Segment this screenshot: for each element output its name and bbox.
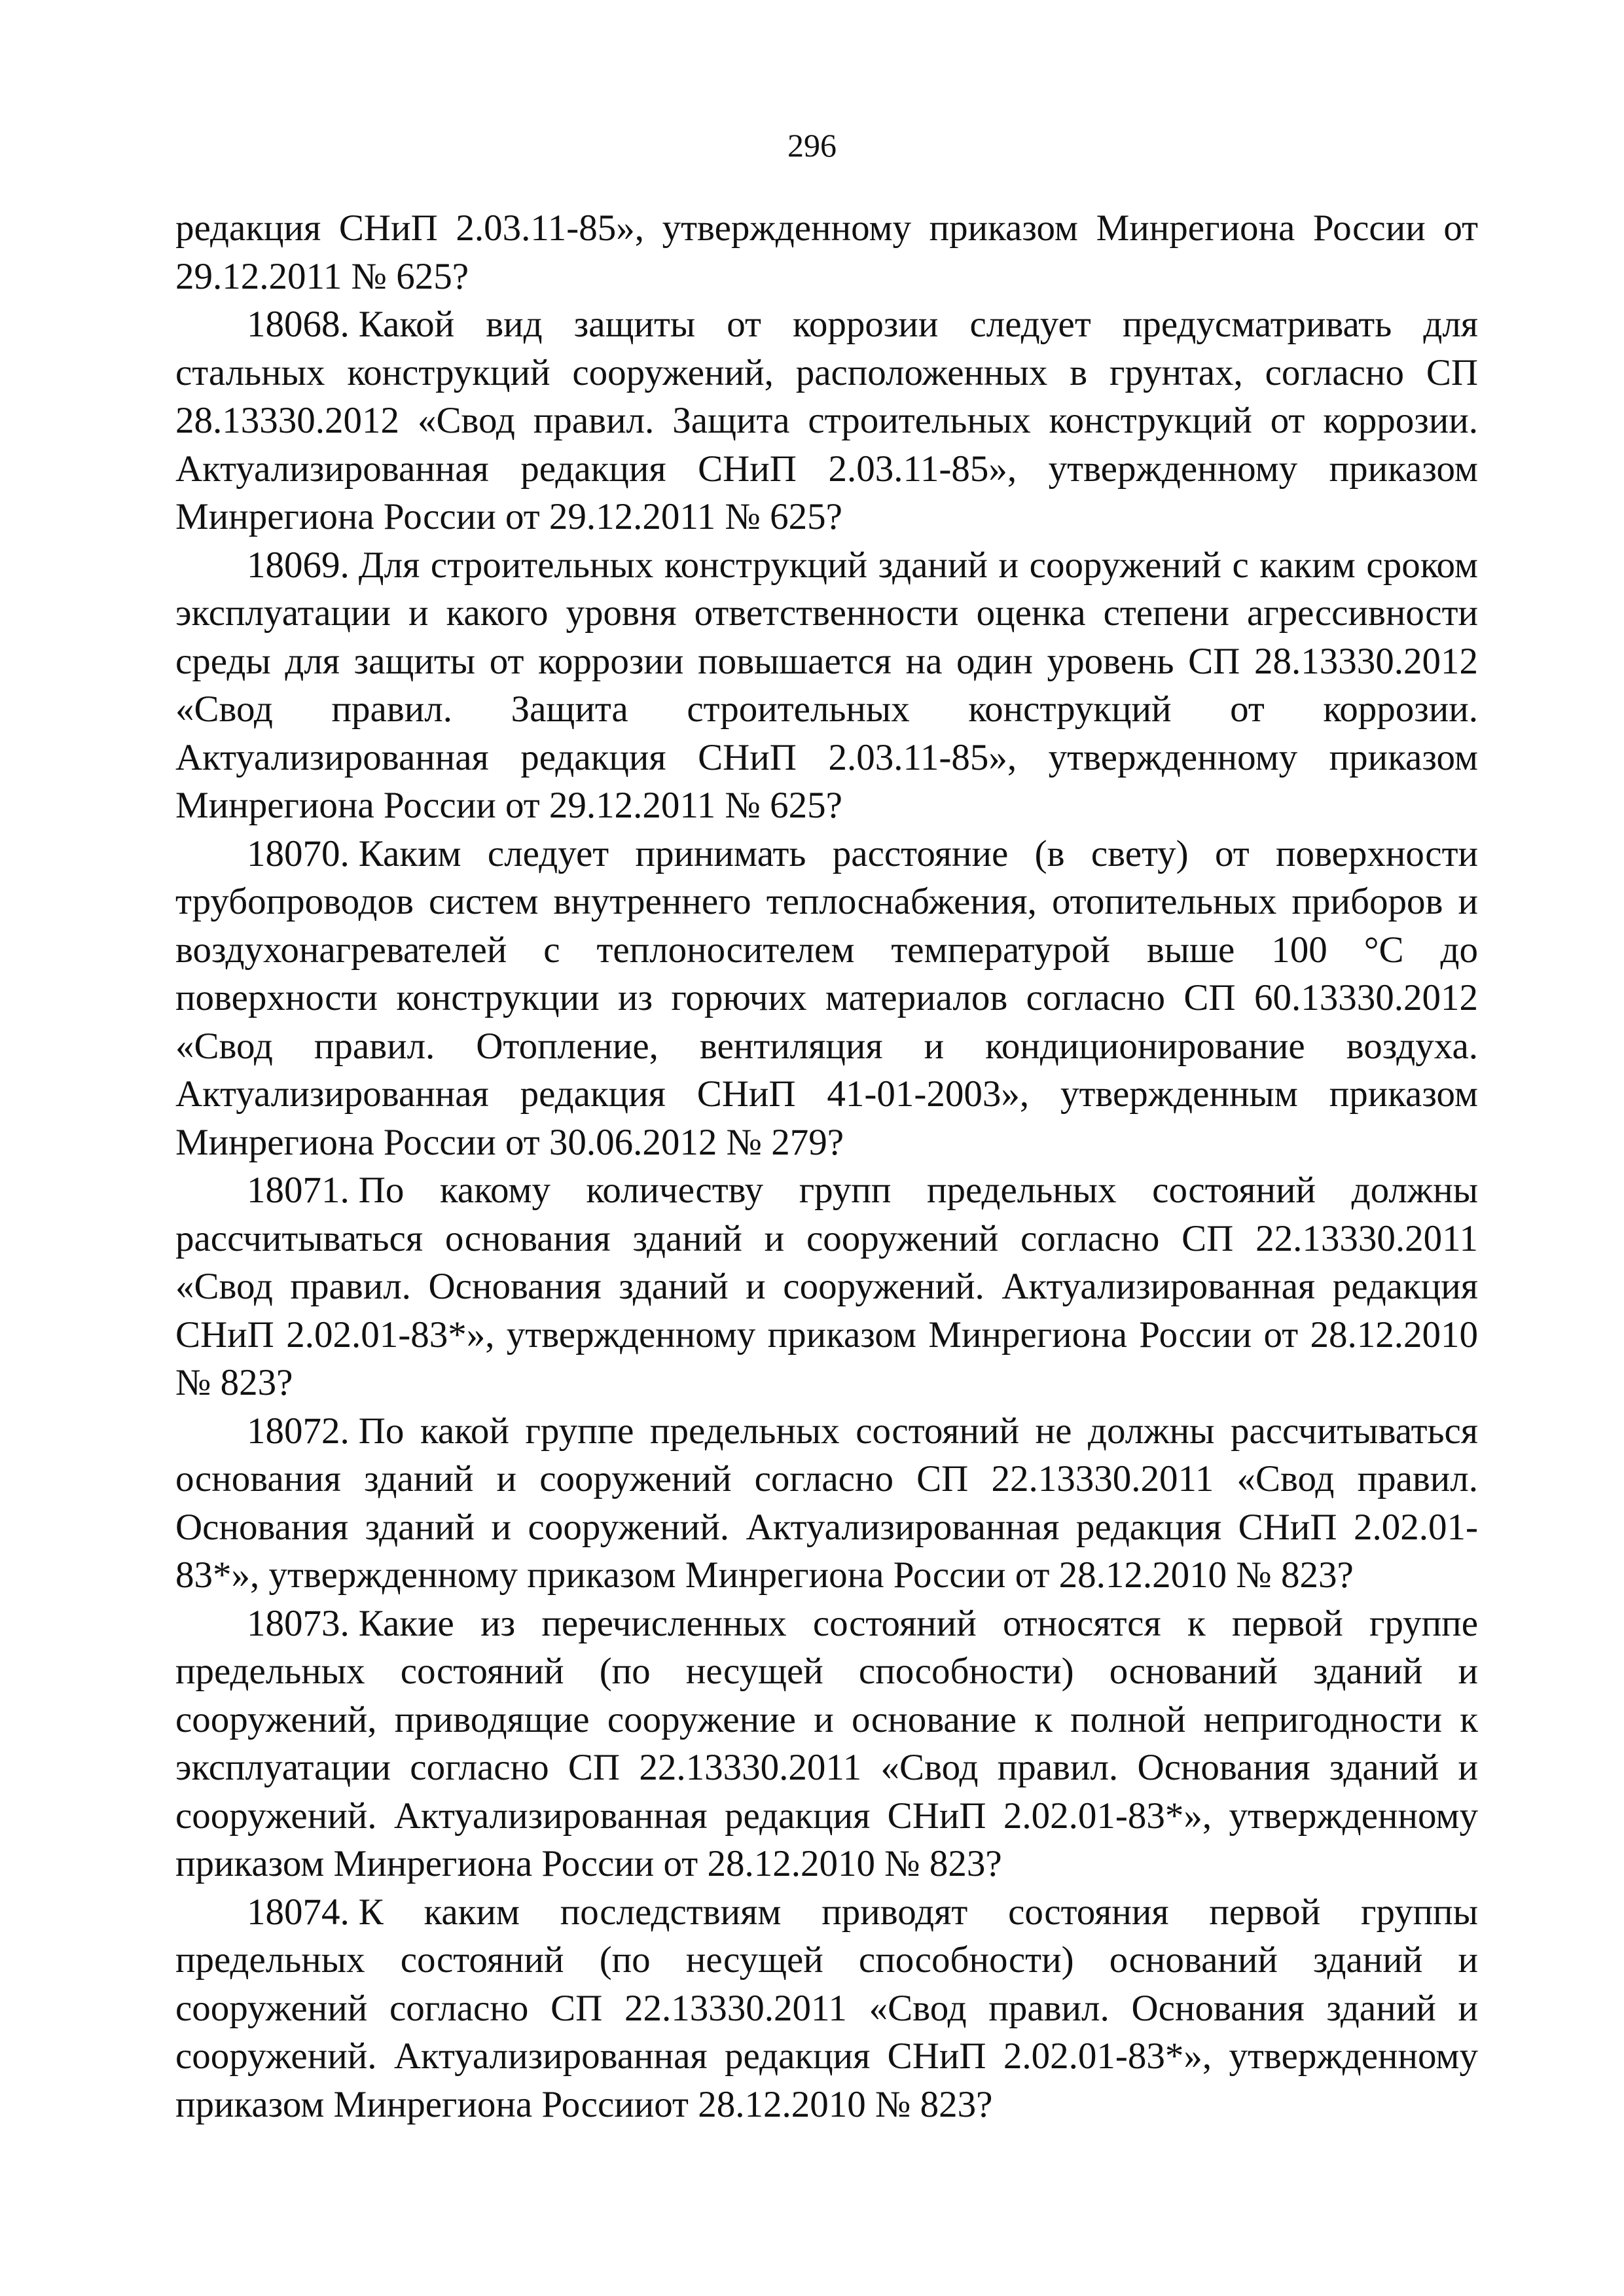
question-text: Какие из перечисленных состояний относятся к первой группе предельных состояний (по несущей способности) оснований зданий и сооружений, приводящие сооружение и основание к полной непригодности к эксплуатации согласно СП 22.13330.2011 «Свод правил. Основания зданий и сооружений. Актуализированная редакция СНиП 2.02.01-83*», утвержденному приказом Минрегиона России от 28.12.2010 № 823? [175,1602,1478,1884]
question-text: Для строительных конструкций зданий и сооружений с каким сроком эксплуатации и какого уровня ответственности оценка степени агрессивности среды для защиты от коррозии повышается на один уровень СП 28.13330.2012 «Свод правил. Защита строительных конструкций от коррозии. Актуализированная редакция СНиП 2.03.11-85», утвержденному приказом Минрегиона России от 29.12.2011 № 625? [175,544,1478,826]
question-number: 18069. [247,544,350,586]
continued-paragraph [175,204,1478,300]
document-body [175,204,1478,2128]
question-number: 18074. [247,1891,350,1933]
question-number: 18071. [247,1170,350,1211]
question-paragraph [175,1600,1478,1888]
question-text: По какой группе предельных состояний не должны рассчитываться основания зданий и сооружений согласно СП 22.13330.2011 «Свод правил. Основания зданий и сооружений. Актуализированная редакция СНиП 2.02.01-83*», утвержденному приказом Минрегиона России от 28.12.2010 № 823? [175,1410,1478,1596]
question-text: К каким последствиям приводят состояния первой группы предельных состояний (по несущей способности) оснований зданий и сооружений согласно СП 22.13330.2011 «Свод правил. Основания зданий и сооружений. Актуализированная редакция СНиП 2.02.01-83*», утвержденному приказом Минрегиона Россииот 28.12.2010 № 823? [175,1891,1478,2125]
question-paragraph [175,1407,1478,1600]
question-paragraph [175,541,1478,830]
question-paragraph [175,830,1478,1167]
question-number: 18068. [247,304,350,345]
question-paragraph [175,300,1478,541]
paragraph-text: редакция СНиП 2.03.11-85», утвержденному приказом Минрегиона России от 29.12.2011 № 625? [175,207,1478,297]
question-text: По какому количеству групп предельных состояний должны рассчитываться основания зданий и сооружений согласно СП 22.13330.2011 «Свод правил. Основания зданий и сооружений. Актуализированная редакция СНиП 2.02.01-83*», утвержденному приказом Минрегиона России от 28.12.2010 № 823? [175,1170,1478,1403]
question-number: 18072. [247,1410,350,1452]
page-number: 296 [787,127,837,164]
question-number: 18070. [247,833,350,874]
question-text: Каким следует принимать расстояние (в свету) от поверхности трубопроводов систем внутреннего теплоснабжения, отопительных приборов и воздухонагревателей с теплоносителем температурой выше 100 °С до поверхности конструкции из горючих материалов согласно СП 60.13330.2012 «Свод правил. Отопление, вентиляция и кондиционирование воздуха. Актуализированная редакция СНиП 41-01-2003», утвержденным приказом Минрегиона России от 30.06.2012 № 279? [175,833,1478,1163]
question-paragraph [175,1166,1478,1407]
question-number: 18073. [247,1602,350,1644]
question-paragraph [175,1888,1478,2129]
question-text: Какой вид защиты от коррозии следует предусматривать для стальных конструкций сооружений, расположенных в грунтах, согласно СП 28.13330.2012 «Свод правил. Защита строительных конструкций от коррозии. Актуализированная редакция СНиП 2.03.11-85», утвержденному приказом Минрегиона России от 29.12.2011 № 625? [175,304,1478,537]
